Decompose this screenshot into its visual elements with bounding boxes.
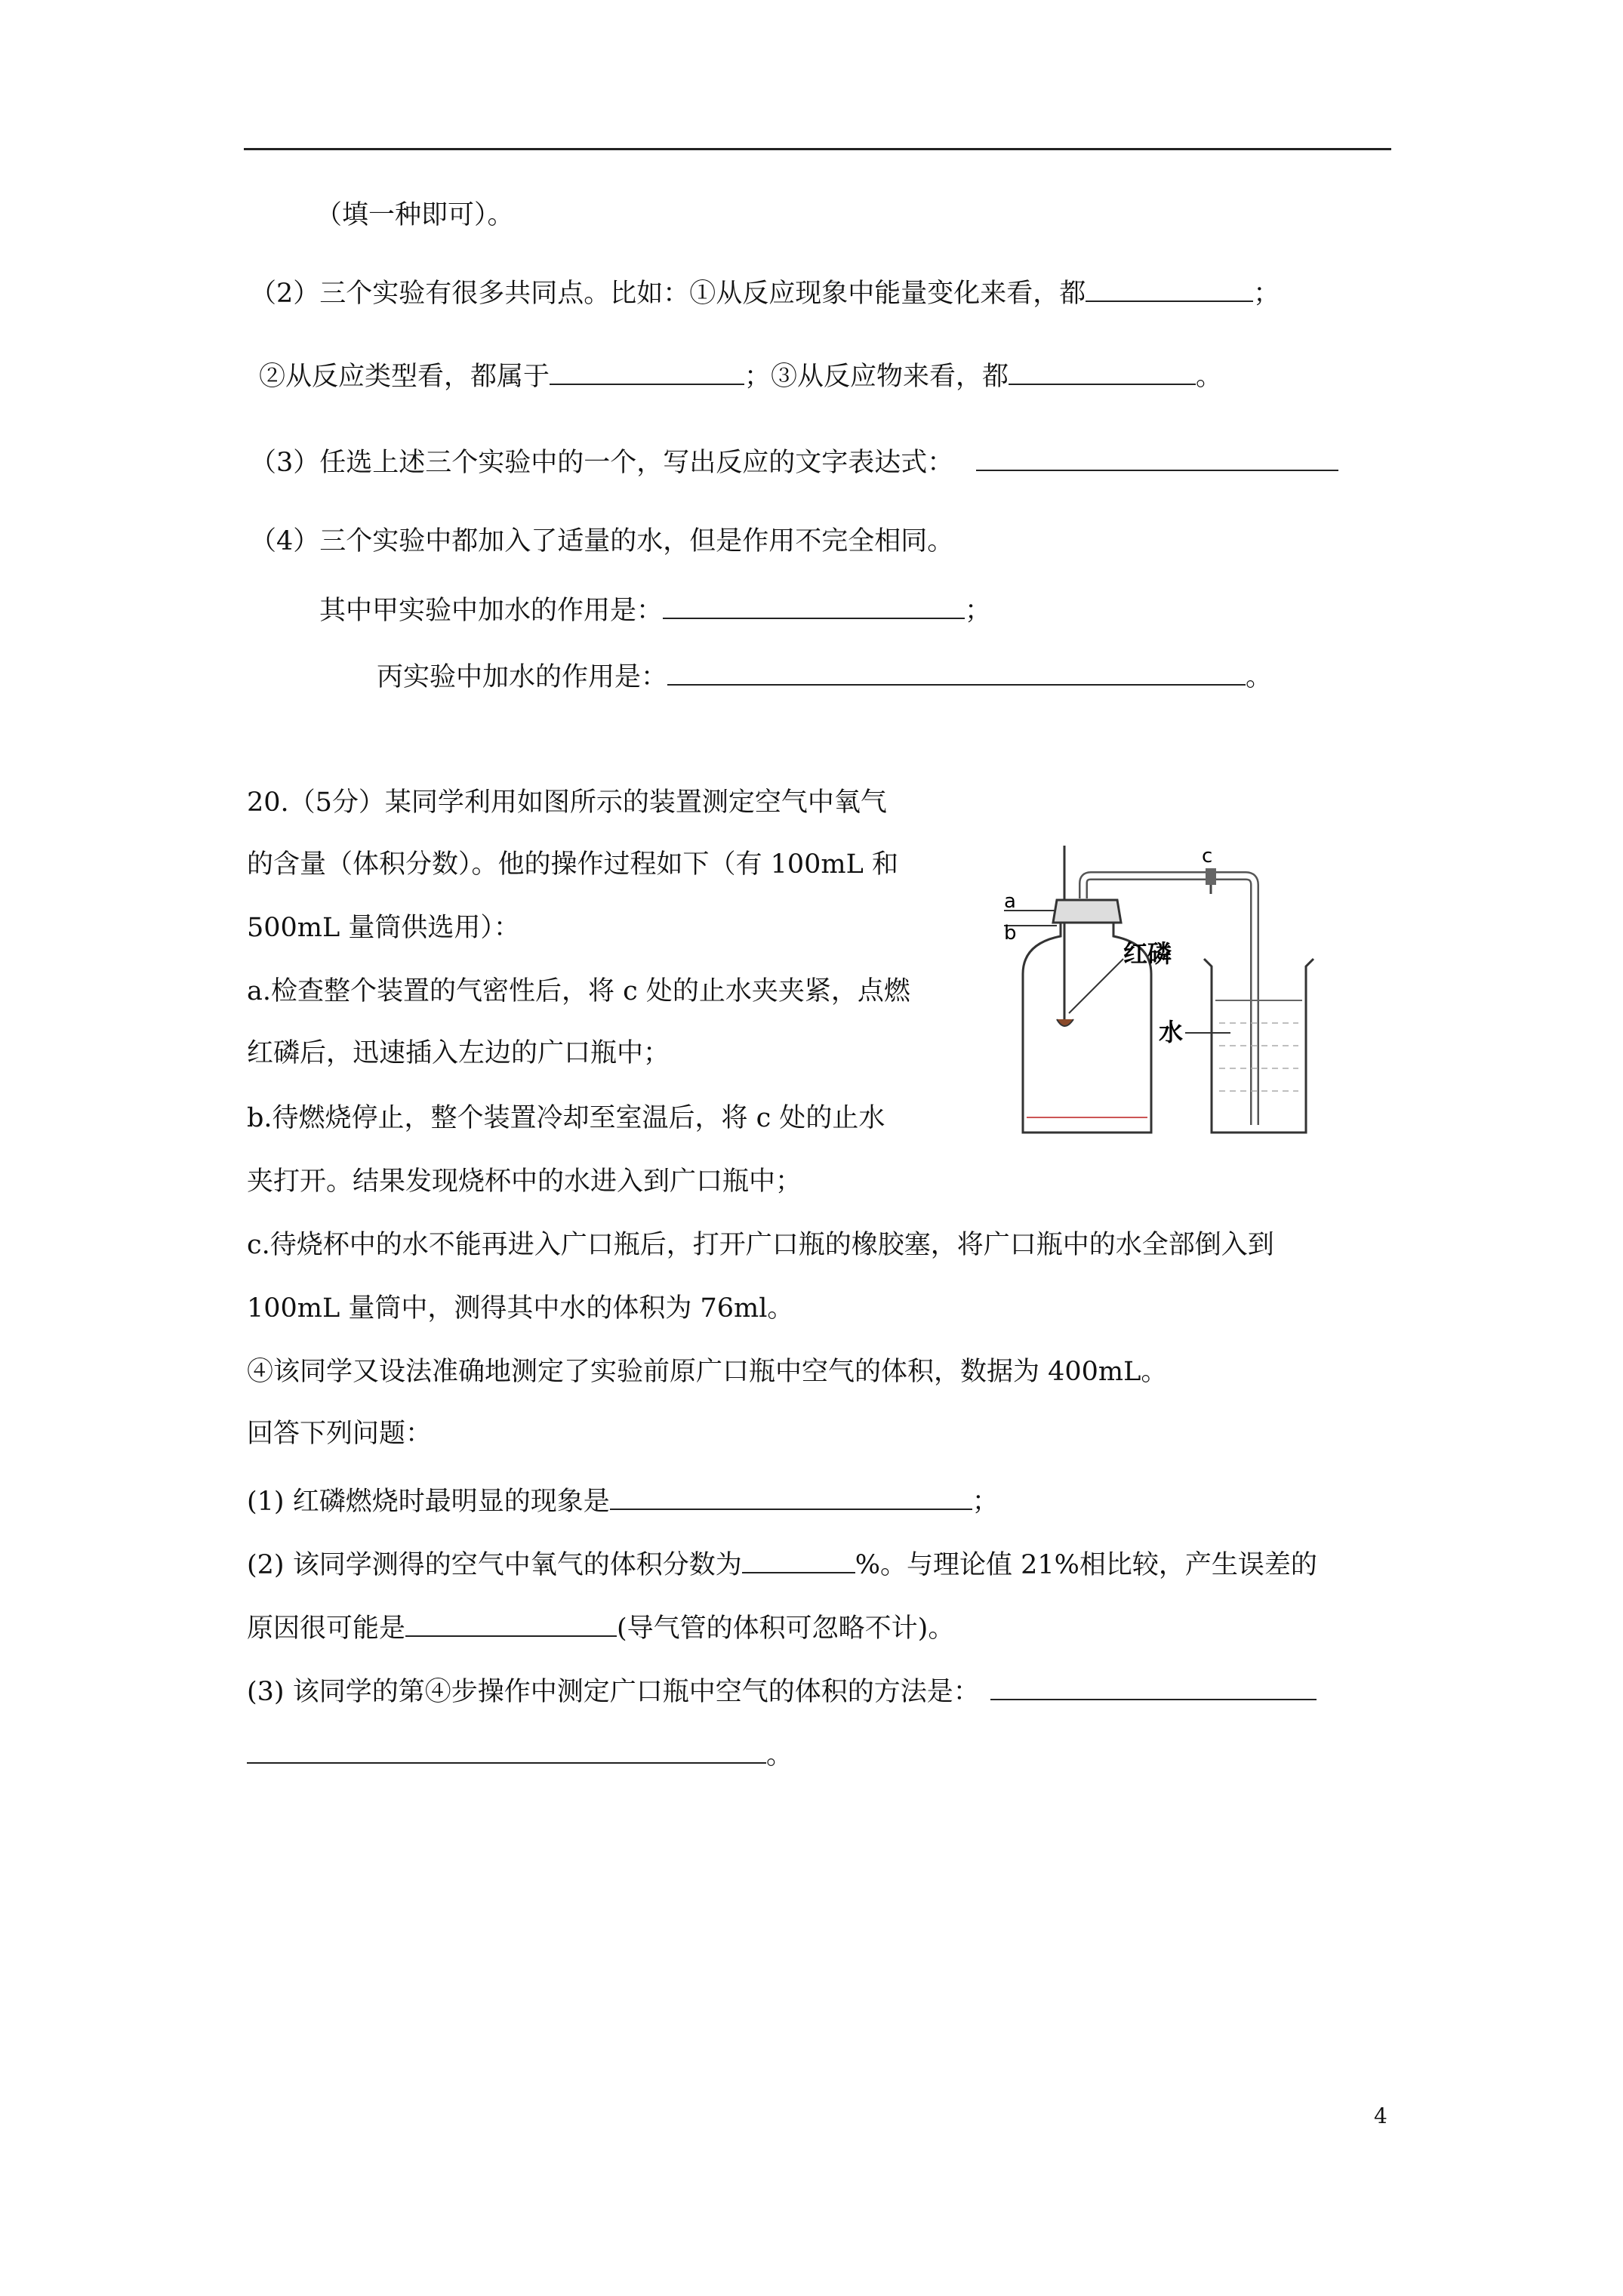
answer-blank[interactable]	[742, 1545, 855, 1573]
sub-question-3: (3) 该同学的第④步操作中测定广口瓶中空气的体积的方法是：	[247, 1672, 1317, 1709]
apparatus-figure	[1004, 838, 1397, 1148]
answer-blank[interactable]	[1009, 356, 1196, 385]
question-20-text: b.待燃烧停止，整个装置冷却至室温后，将 c 处的止水	[247, 1103, 885, 1133]
label-b: b	[1004, 922, 1017, 945]
question-20-text: 500mL 量筒供选用）：	[247, 913, 520, 943]
label-water: 水	[1159, 1018, 1184, 1046]
question-20-text: a.检查整个装置的气密性后，将 c 处的止水夹夹紧，点燃	[247, 976, 910, 1006]
combustion-spoon	[1057, 1019, 1073, 1026]
question-2-line: （2）三个实验有很多共同点。比如：①从反应现象中能量变化来看，都 ；	[250, 273, 1280, 311]
page-number: 4	[1374, 2103, 1387, 2128]
answer-blank[interactable]	[247, 1735, 766, 1764]
answer-blank[interactable]	[550, 356, 744, 385]
question-20-text: ④该同学又设法准确地测定了实验前原广口瓶中空气的体积，数据为 400mL。	[247, 1357, 1168, 1387]
sub-question-2: 原因很可能是 (导气管的体积可忽略不计)。	[247, 1608, 954, 1646]
question-2-line: ②从反应类型看，都属于 ；③从反应物来看，都 。	[259, 356, 1222, 394]
water-stop-clamp	[1206, 868, 1216, 885]
question-20-text: 20.（5分）某同学利用如图所示的装置测定空气中氧气	[247, 787, 887, 818]
question-4-line: （4）三个实验中都加入了适量的水，但是作用不完全相同。	[250, 526, 954, 556]
sub-question-1: (1) 红磷燃烧时最明显的现象是 ；	[247, 1481, 999, 1519]
header-rule	[244, 148, 1391, 150]
answer-blank[interactable]	[990, 1672, 1317, 1700]
question-20-text: 100mL 量筒中，测得其中水的体积为 76ml。	[247, 1293, 794, 1324]
sub-question-3: 。	[247, 1735, 793, 1773]
question-20-text: c.待烧杯中的水不能再进入广口瓶后，打开广口瓶的橡胶塞，将广口瓶中的水全部倒入到	[247, 1230, 1274, 1260]
label-c: c	[1202, 845, 1213, 868]
question-20-text: 的含量（体积分数）。他的操作过程如下（有 100mL 和	[247, 849, 898, 880]
answer-blank[interactable]	[663, 590, 965, 619]
label-red-phosphorus: 红磷	[1123, 939, 1172, 968]
answer-blank[interactable]	[405, 1608, 617, 1637]
answer-blank[interactable]	[976, 442, 1338, 471]
rubber-stopper	[1053, 900, 1121, 923]
text-line: （填一种即可）。	[316, 200, 514, 230]
question-4-line: 其中甲实验中加水的作用是： ；	[319, 590, 991, 628]
question-20-text: 回答下列问题：	[247, 1419, 433, 1449]
question-3-line: （3）任选上述三个实验中的一个，写出反应的文字表达式：	[250, 442, 1338, 480]
sub-question-2: (2) 该同学测得的空气中氧气的体积分数为 %。与理论值 21%相比较，产生误差的	[247, 1545, 1317, 1583]
answer-blank[interactable]	[667, 657, 1246, 686]
answer-blank[interactable]	[610, 1481, 972, 1510]
question-20-text: 红磷后，迅速插入左边的广口瓶中；	[247, 1038, 670, 1068]
answer-blank[interactable]	[1086, 273, 1253, 302]
question-20-text: 夹打开。结果发现烧杯中的水进入到广口瓶中；	[247, 1166, 802, 1197]
question-4-line: 丙实验中加水的作用是： 。	[377, 657, 1272, 695]
pointer-phosphorus	[1069, 959, 1123, 1013]
label-a: a	[1004, 890, 1016, 913]
